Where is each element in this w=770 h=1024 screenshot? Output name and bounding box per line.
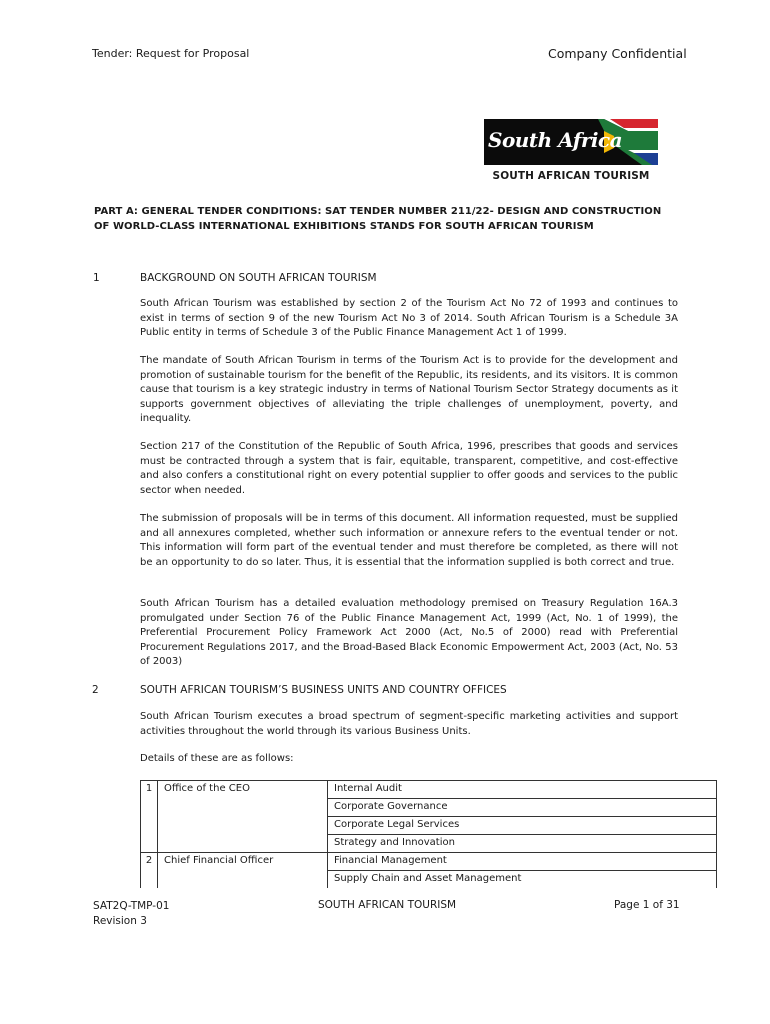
logo-banner: [484, 119, 658, 165]
footer-revision: Revision 3: [93, 915, 147, 927]
unit-function-cell: Strategy and Innovation: [328, 835, 717, 853]
unit-function-cell: Corporate Legal Services: [328, 817, 717, 835]
unit-function-cell: Internal Audit: [328, 781, 717, 799]
unit-number-cell: 1: [141, 781, 158, 853]
business-units-table: [140, 780, 717, 888]
unit-name-cell: Chief Financial Officer: [158, 853, 328, 889]
section-1-number: 1: [93, 272, 100, 284]
section-1-paragraph: South African Tourism has a detailed evaluation methodology premised on Treasury Regulation 16A.3 promulgated under Section 76 of the Public Finance Management Act, 1999 (Act, No. 1 of 1999), the Preferential Procurement Policy Framework Act 2000 (Act, No.5 of 2000) read with Preferential Procurement Regulations 2017, and the Broad-Based Black Economic Empowerment Act, 2003 (Act, No. 53 of 2003): [140, 598, 678, 668]
section-1-heading: BACKGROUND ON SOUTH AFRICAN TOURISM: [140, 272, 377, 284]
unit-function-cell: Financial Management: [328, 853, 717, 871]
footer-doc-code: SAT2Q-TMP-01: [93, 900, 170, 912]
section-1-paragraph: The submission of proposals will be in terms of this document. All information requested, must be supplied and all annexures completed, whether such information or annexure refers to the eventual tender or not. This information will form part of the eventual tender and must therefore be completed, as there will not be an opportunity to do so later. Thus, it is essential that the information supplied is both correct and true.: [140, 513, 678, 568]
section-2-heading: SOUTH AFRICAN TOURISM’S BUSINESS UNITS AND COUNTRY OFFICES: [140, 684, 507, 696]
header-document-type: Tender: Request for Proposal: [92, 47, 250, 60]
section-1-paragraph: Section 217 of the Constitution of the Republic of South Africa, 1996, prescribes that goods and services must be contracted through a system that is fair, equitable, transparent, competitive, and cost-effective and also confers a constitutional right on every potential supplier to offer goods and services to the public sector when needed.: [140, 441, 678, 496]
unit-function-cell: Supply Chain and Asset Management: [328, 871, 717, 889]
unit-number-cell: 2: [141, 853, 158, 889]
section-2-number: 2: [92, 684, 99, 696]
unit-name-cell: Office of the CEO: [158, 781, 328, 853]
footer-page-number: Page 1 of 31: [614, 899, 680, 911]
footer-organisation: SOUTH AFRICAN TOURISM: [318, 899, 457, 911]
section-1-paragraph: South African Tourism was established by section 2 of the Tourism Act No 72 of 1993 and continues to exist in terms of section 9 of the new Tourism Act No 3 of 2014. South African Tourism is a Schedule 3A Public entity in terms of Schedule 3 of the Public Finance Management Act 1 of 1999.: [140, 298, 678, 339]
logo-script-text: South Africa: [488, 128, 623, 152]
table-row: [141, 781, 717, 799]
unit-function-cell: Corporate Governance: [328, 799, 717, 817]
section-2-paragraph: South African Tourism executes a broad spectrum of segment-specific marketing activities and support activities throughout the world through its various Business Units.: [140, 711, 678, 737]
section-2-paragraph: Details of these are as follows:: [140, 753, 294, 764]
section-1-paragraph: The mandate of South African Tourism in terms of the Tourism Act is to provide for the development and promotion of sustainable tourism for the benefit of the Republic, its residents, and its visitors. It is common cause that tourism is a key strategic industry in terms of National Tourism Sector Strategy documents as it supports government objectives of alleviating the triple challenges of unemployment, poverty, and inequality.: [140, 355, 678, 425]
header-confidentiality: Company Confidential: [548, 46, 687, 61]
table-row: [141, 853, 717, 871]
south-african-tourism-logo: [484, 119, 658, 183]
part-title: PART A: GENERAL TENDER CONDITIONS: SAT TENDER NUMBER 211/22- DESIGN AND CONSTRUCTION OF WORLD-CLASS INTERNATIONAL EXHIBITIONS STANDS FOR SOUTH AFRICAN TOURISM: [94, 206, 662, 232]
footer-document-info: [93, 899, 169, 929]
logo-caption: SOUTH AFRICAN TOURISM: [492, 170, 650, 182]
